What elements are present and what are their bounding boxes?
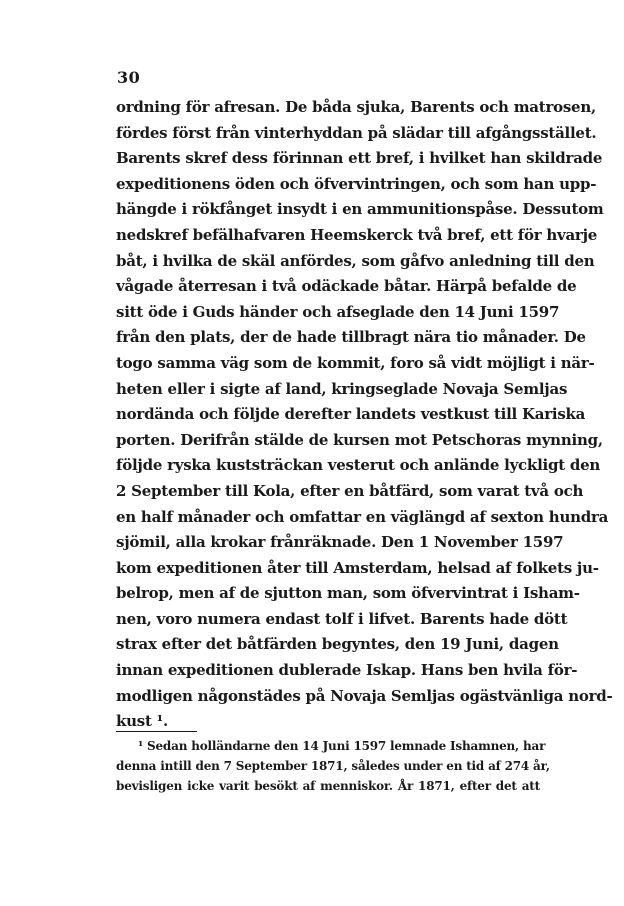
text-line: kust ¹. (116, 712, 168, 731)
text-line: strax efter det båtfärden begyntes, den 19 Juni, dagen (116, 635, 559, 654)
footnote-rule (116, 731, 197, 732)
text-line: porten. Derifrån stälde de kursen mot Petschoras mynning, (116, 430, 603, 449)
text-line: nordända och följde derefter landets vestkust till Kariska (116, 405, 586, 424)
text-line: sjömil, alla krokar frånräknade. Den 1 November 1597 (116, 533, 564, 552)
text-line: modligen någonstädes på Novaja Semljas ogästvänliga nord- (116, 686, 613, 705)
text-line: hängde i rökfånget insydt i en ammunitionspåse. Dessutom (116, 200, 604, 219)
text-line: kom expeditionen åter till Amsterdam, helsad af folkets ju- (116, 558, 599, 577)
text-line: följde ryska kuststräckan vesterut och anlände lyckligt den (116, 456, 601, 475)
footnote-line: ¹ Sedan holländarne den 14 Juni 1597 lemnade Ishamnen, har (138, 739, 546, 753)
text-line: expeditionens öden och öfvervintringen, och som han upp- (116, 174, 597, 193)
text-line: ordning för afresan. De båda sjuka, Barents och matrosen, (116, 98, 596, 116)
footnote-line: bevisligen icke varit besökt af menniskor. År 1871, efter det att (116, 778, 540, 793)
footnote-line: denna intill den 7 September 1871, således under en tid af 274 år, (116, 758, 550, 773)
text-line: togo samma väg som de kommit, foro så vidt möjligt i när- (116, 353, 595, 372)
page-number: 30 (117, 68, 141, 87)
text-line: en half månader och omfattar en väglängd af sexton hundra (116, 507, 609, 526)
body-text (116, 95, 613, 735)
text-line: innan expeditionen dublerade Iskap. Hans ben hvila för- (116, 661, 578, 680)
text-line: 2 September till Kola, efter en båtfärd, som varat två och (116, 481, 584, 500)
text-line: fördes först från vinterhyddan på slädar till afgångsstället. (116, 123, 597, 142)
text-line: vågade återresan i två odäckade båtar. Härpå befalde de (116, 277, 577, 296)
text-line: nedskref befälhafvaren Heemskerck två bref, ett för hvarje (116, 225, 598, 244)
text-line: sitt öde i Guds händer och afseglade den 14 Juni 1597 (116, 302, 560, 321)
footnote (116, 737, 550, 796)
text-line: belrop, men af de sjutton man, som öfvervintrat i Isham- (116, 584, 580, 603)
text-line: båt, i hvilka de skäl anfördes, som gåfvo anledning till den (116, 251, 595, 270)
text-line: från den plats, der de hade tillbragt nära tio månader. De (116, 328, 586, 347)
text-line: Barents skref dess förinnan ett bref, i hvilket han skildrade (116, 149, 603, 168)
text-line: nen, voro numera endast tolf i lifvet. Barents hade dött (116, 609, 568, 628)
text-line: heten eller i sigte af land, kringseglade Novaja Semljas (116, 379, 568, 398)
